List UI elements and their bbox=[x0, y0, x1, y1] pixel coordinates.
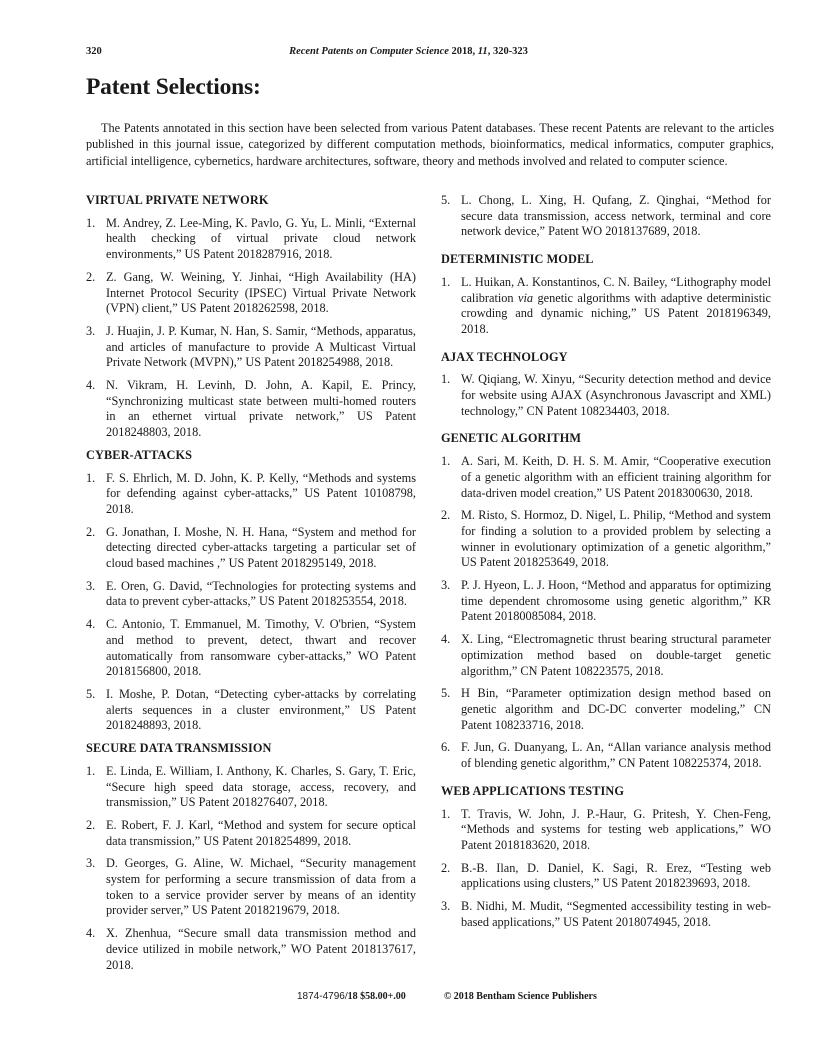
item-text: E. Oren, G. David, “Technologies for protecting systems and data to prevent cyber-attacks,” US Patent 2018253554, 2018. bbox=[106, 578, 416, 609]
item-text: B. Nidhi, M. Mudit, “Segmented accessibility testing in web-based applications,” US Patent 2018074945, 2018. bbox=[461, 899, 771, 929]
list-item bbox=[441, 275, 771, 338]
journal-pages: , 320-323 bbox=[487, 46, 528, 57]
journal-citation bbox=[86, 46, 731, 57]
list-item bbox=[441, 454, 771, 501]
page-footer bbox=[297, 991, 597, 1002]
item-text: N. Vikram, H. Levinh, D. John, A. Kapil, E. Princy, “Synchronizing multicast state between multi-homed routers in an ethernet virtual private network,” US Patent 2018248803, 2018. bbox=[106, 378, 416, 440]
item-number: 5. bbox=[441, 686, 451, 701]
patent-list bbox=[86, 216, 416, 441]
item-number: 1. bbox=[86, 763, 96, 778]
item-number: 4. bbox=[86, 378, 96, 393]
section-deterministic-model bbox=[441, 252, 771, 338]
patent-list bbox=[86, 471, 416, 735]
section-title: WEB APPLICATIONS TESTING bbox=[441, 783, 625, 798]
section-title: DETERMINISTIC MODEL bbox=[441, 252, 594, 267]
list-item bbox=[86, 856, 416, 919]
item-number: 3. bbox=[441, 899, 451, 914]
item-text: T. Travis, W. John, J. P.-Haur, G. Pritesh, Y. Chen-Feng, “Methods and systems for testing web applications,” WO Patent 2018183620, 2018. bbox=[461, 806, 771, 852]
section-cyber-attacks bbox=[86, 448, 416, 734]
item-number: 3. bbox=[441, 578, 451, 593]
item-text: B.-B. Ilan, D. Daniel, K. Sagi, R. Erez, “Testing web applications using clusters,” US Patent 2018239693, 2018. bbox=[461, 860, 771, 891]
patent-list bbox=[441, 807, 771, 931]
section-title: SECURE DATA TRANSMISSION bbox=[86, 741, 272, 756]
item-number: 4. bbox=[86, 617, 96, 632]
item-text-part: genetic algorithms with adaptive deterministic crowding and dynamic niching,” US Patent 2018196349, 2018. bbox=[461, 290, 772, 336]
list-item bbox=[441, 578, 771, 625]
journal-year: 2018, bbox=[448, 46, 478, 57]
list-item bbox=[86, 216, 416, 263]
section-title: VIRTUAL PRIVATE NETWORK bbox=[86, 193, 269, 207]
item-text bbox=[461, 275, 771, 338]
item-number: 5. bbox=[441, 193, 451, 207]
section-title: AJAX TECHNOLOGY bbox=[441, 349, 568, 364]
item-text: M. Risto, S. Hormoz, D. Nigel, L. Philip, “Method and system for finding a solution to a provided problem by selecting a winner in evolutionary optimization of a genetic algorithm,” US Patent 2018253649, 2018. bbox=[461, 508, 771, 570]
item-text: F. Jun, G. Duanyang, L. An, “Allan variance analysis method of blending genetic algorithm,” CN Patent 108225374, 2018. bbox=[461, 740, 771, 771]
copyright: © 2018 Bentham Science Publishers bbox=[443, 991, 597, 1002]
page-number: 320 bbox=[86, 46, 102, 57]
item-number: 5. bbox=[86, 686, 96, 701]
item-text: A. Sari, M. Keith, D. H. S. M. Amir, “Cooperative execution of a genetic algorithm with an efficient training algorithm for data-driven model creation,” US Patent 2018300630, 2018. bbox=[461, 454, 771, 500]
item-text: X. Zhenhua, “Secure small data transmission method and device utilized in mobile network,” WO Patent 2018137617, 2018. bbox=[106, 926, 416, 972]
section-virtual-private-network bbox=[86, 193, 416, 441]
left-column bbox=[86, 193, 416, 980]
item-number: 2. bbox=[86, 524, 96, 539]
list-item bbox=[86, 617, 416, 680]
patent-list bbox=[441, 275, 771, 338]
list-item bbox=[441, 686, 771, 733]
list-item bbox=[86, 324, 416, 371]
item-number: 1. bbox=[441, 372, 451, 387]
list-item bbox=[441, 372, 771, 419]
section-title: GENETIC ALGORITHM bbox=[441, 431, 582, 446]
patent-list bbox=[441, 372, 771, 419]
item-number: 2. bbox=[86, 269, 96, 284]
journal-name: Recent Patents on Computer Science bbox=[289, 46, 449, 57]
item-number: 2. bbox=[441, 508, 451, 523]
list-item bbox=[441, 508, 771, 571]
item-number: 1. bbox=[441, 454, 451, 469]
list-item bbox=[86, 926, 416, 973]
item-number: 1. bbox=[441, 274, 451, 289]
item-text: F. S. Ehrlich, M. D. John, K. P. Kelly, “Methods and systems for defending against cyber-attacks,” US Patent 10108798, 2018. bbox=[106, 470, 416, 516]
item-text: P. J. Hyeon, L. J. Hoon, “Method and apparatus for optimizing time dependent chromosome using genetic algorithm,” KR Patent 20180085084, 2018. bbox=[461, 578, 771, 624]
item-text: G. Jonathan, I. Moshe, N. H. Hana, “System and method for detecting directed cyber-attacks targeting a particular set of cloud based machines ,” US Patent 2018295149, 2018. bbox=[106, 524, 416, 571]
item-text: D. Georges, G. Aline, W. Michael, “Security management system for performing a secure transmission of data from a token to a service provider server by means of an identity provider server,” US Patent 2018219679, 2018. bbox=[106, 856, 416, 918]
issn: 1874-4796 bbox=[297, 991, 345, 1002]
list-item bbox=[86, 818, 416, 849]
list-item bbox=[441, 740, 771, 771]
journal-volume: 11 bbox=[477, 46, 488, 57]
list-item bbox=[441, 193, 771, 240]
intro-paragraph: The Patents annotated in this section have been selected from various Patent databases. These recent Patents are relevant to the articles published in this journal issue, categorized by different computation methods, bioinformatics, medical informatics, computer graphics, artificial intelligence, cybernetics, hardware architectures, software, theory and methods involved and related to computer science. bbox=[86, 121, 774, 168]
list-item bbox=[86, 270, 416, 317]
list-item bbox=[86, 471, 416, 518]
section-genetic-algorithm bbox=[441, 431, 771, 771]
list-item bbox=[86, 687, 416, 734]
patent-list bbox=[441, 193, 771, 240]
section-title: CYBER-ATTACKS bbox=[86, 447, 193, 462]
list-item bbox=[441, 899, 771, 930]
patent-list bbox=[441, 454, 771, 772]
price: /18 $58.00+.00 bbox=[344, 991, 406, 1002]
running-head bbox=[86, 46, 731, 60]
item-text: M. Andrey, Z. Lee-Ming, K. Pavlo, G. Yu, L. Minli, “External health checking of virtual private cloud network environments,” US Patent 2018287916, 2018. bbox=[106, 215, 416, 262]
patent-list bbox=[86, 764, 416, 973]
list-item bbox=[441, 861, 771, 892]
item-text: C. Antonio, T. Emmanuel, M. Timothy, V. O'brien, “System and method to prevent, detect, thwart and recover automatically from ransomware cyber-attacks,” WO Patent 2018156800, 2018. bbox=[106, 617, 416, 679]
item-text: E. Robert, F. J. Karl, “Method and system for secure optical data transmission,” US Patent 2018254899, 2018. bbox=[106, 817, 416, 848]
list-item bbox=[86, 579, 416, 610]
item-text: J. Huajin, J. P. Kumar, N. Han, S. Samir, “Methods, apparatus, and articles of manufacture to provide A Multicast Virtual Private Network (MVPN),” US Patent 2018254988, 2018. bbox=[106, 323, 416, 370]
section-web-applications-testing bbox=[441, 784, 771, 931]
item-number: 4. bbox=[86, 926, 96, 941]
right-column bbox=[441, 193, 771, 942]
item-text-italic: via bbox=[518, 290, 534, 305]
item-number: 6. bbox=[441, 740, 451, 755]
item-number: 2. bbox=[441, 860, 451, 875]
item-number: 1. bbox=[86, 215, 96, 230]
item-text: H Bin, “Parameter optimization design method based on genetic algorithm and DC-DC converter modeling,” CN Patent 108233716, 2018. bbox=[461, 686, 771, 732]
list-item bbox=[86, 378, 416, 441]
item-text: W. Qiqiang, W. Xinyu, “Security detection method and device for website using AJAX (Asynchronous Javascript and XML) technology,” CN Patent 108234403, 2018. bbox=[461, 372, 771, 418]
list-item bbox=[441, 632, 771, 679]
item-text: Z. Gang, W. Weining, Y. Jinhai, “High Availability (HA) Internet Protocol Security (IPSEC) Virtual Private Network (VPN) client,” US Patent 2018262598, 2018. bbox=[106, 269, 416, 316]
item-text-part: L. Huikan, A. Konstantinos, C. N. Bailey, “Lithography model calibration bbox=[461, 274, 771, 305]
section-secure-data-transmission-continued bbox=[441, 193, 771, 240]
item-number: 1. bbox=[441, 806, 451, 821]
item-text: E. Linda, E. William, I. Anthony, K. Charles, S. Gary, T. Eric, “Secure high speed data storage, access, recovery, and transmission,” US Patent 2018276407, 2018. bbox=[106, 763, 416, 810]
section-ajax-technology bbox=[441, 350, 771, 420]
page-title: Patent Selections: bbox=[86, 74, 261, 100]
list-item bbox=[86, 525, 416, 572]
item-number: 3. bbox=[86, 578, 96, 593]
item-number: 2. bbox=[86, 817, 96, 832]
item-number: 3. bbox=[86, 856, 96, 871]
item-text: X. Ling, “Electromagnetic thrust bearing structural parameter optimization method based on double-target genetic algorithm,” CN Patent 108223575, 2018. bbox=[461, 632, 771, 678]
list-item bbox=[441, 807, 771, 854]
item-number: 4. bbox=[441, 632, 451, 647]
item-text: I. Moshe, P. Dotan, “Detecting cyber-attacks by correlating alerts sequences in a cluster environment,” US Patent 2018248893, 2018. bbox=[106, 686, 416, 733]
item-number: 1. bbox=[86, 470, 96, 485]
item-text: L. Chong, L. Xing, H. Qufang, Z. Qinghai, “Method for secure data transmission, access network, terminal and core network device,” Patent WO 2018137689, 2018. bbox=[461, 193, 771, 239]
list-item bbox=[86, 764, 416, 811]
section-secure-data-transmission bbox=[86, 741, 416, 973]
item-number: 3. bbox=[86, 323, 96, 338]
